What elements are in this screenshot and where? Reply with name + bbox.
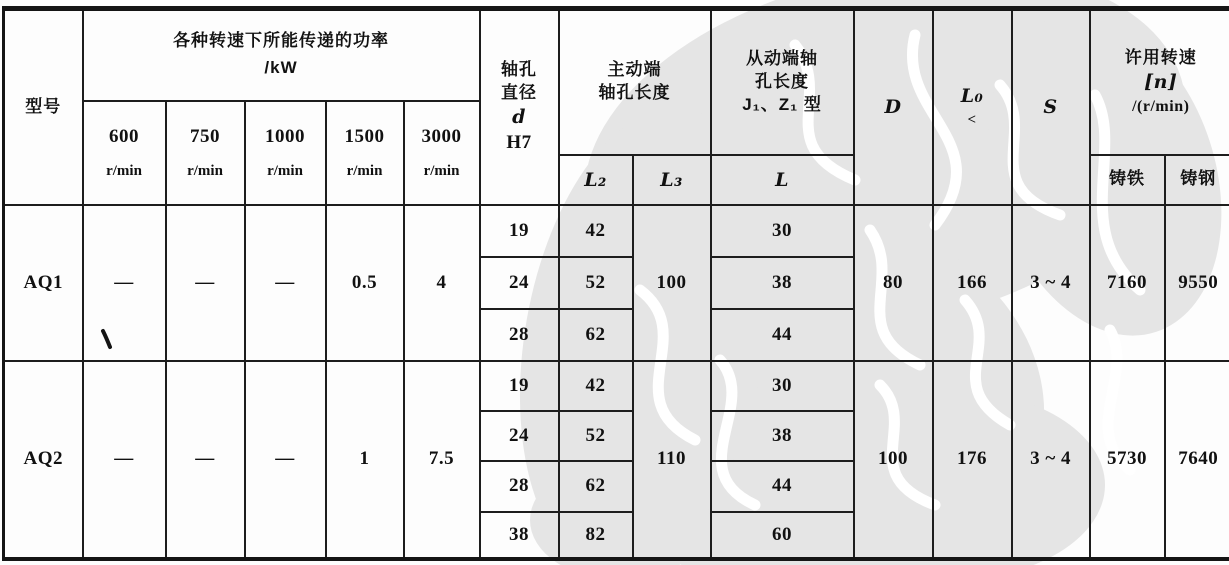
speed-value: 3000 (421, 125, 462, 147)
cell-L2: 62 (559, 461, 633, 512)
cell-model: AQ2 (4, 361, 83, 559)
header-L (711, 155, 854, 205)
speed-value: 750 (190, 125, 220, 147)
cell-L2: 82 (559, 512, 633, 559)
cell-bore-d: 28 (480, 461, 559, 512)
header-model (4, 9, 83, 205)
cell-L2: 52 (559, 257, 633, 309)
cell-power-3000: 4 (404, 205, 480, 361)
header-bore-tolerance: H7 (506, 132, 532, 154)
cell-bore-d: 19 (480, 205, 559, 257)
header-L2 (559, 155, 633, 205)
header-speed-750 (166, 101, 245, 205)
cell-L0: 166 (933, 205, 1012, 361)
cell-L2: 42 (559, 361, 633, 411)
cell-L3: 110 (633, 361, 711, 559)
header-L0-limit: < (967, 111, 977, 128)
header-speed-3000 (404, 101, 480, 205)
header-bore-diameter (480, 9, 559, 205)
cell-power-1000: — (245, 361, 326, 559)
header-D (854, 9, 933, 205)
header-speed-1000 (245, 101, 326, 205)
header-L2-label: L₂ (584, 168, 607, 191)
cell-bore-d: 28 (480, 309, 559, 361)
speed-unit: r/min (423, 163, 460, 180)
cell-cast-steel: 7640 (1165, 361, 1229, 559)
cell-L2: 52 (559, 411, 633, 461)
header-S-label: S (1043, 96, 1058, 119)
speed-unit: r/min (346, 163, 383, 180)
table-row (4, 361, 1229, 411)
header-allowed-speed-group (1090, 9, 1229, 155)
header-driven-line3: J₁、Z₁ 型 (742, 94, 822, 114)
header-cast-steel (1165, 155, 1229, 205)
header-L3-label: L₃ (660, 168, 683, 191)
cell-L: 44 (711, 461, 854, 512)
cell-power-1000: — (245, 205, 326, 361)
speed-unit: r/min (267, 163, 303, 180)
cell-model: AQ1 (4, 205, 83, 361)
cell-cast-steel: 9550 (1165, 205, 1229, 361)
header-power-group (83, 9, 480, 101)
header-cast-steel-label: 铸钢 (1180, 169, 1217, 189)
cell-L: 38 (711, 411, 854, 461)
header-model-label: 型号 (25, 96, 62, 116)
cell-S: 3 ~ 4 (1012, 361, 1090, 559)
cell-power-1500: 0.5 (326, 205, 404, 361)
cell-cast-iron: 5730 (1090, 361, 1165, 559)
cell-bore-d: 19 (480, 361, 559, 411)
speed-unit: r/min (187, 163, 223, 180)
header-speed-1500 (326, 101, 404, 205)
cell-L0: 176 (933, 361, 1012, 559)
cell-L: 30 (711, 361, 854, 411)
cell-L: 60 (711, 512, 854, 559)
header-allowed-line2: [n] (1144, 71, 1178, 94)
header-driven-line2: 孔长度 (755, 71, 810, 91)
cell-power-1500: 1 (326, 361, 404, 559)
speed-value: 1000 (265, 125, 305, 147)
header-L-label: L (775, 168, 789, 191)
speed-unit: r/min (106, 163, 142, 180)
spec-table (2, 6, 1229, 561)
header-power-title: 各种转速下所能传递的功率 (173, 31, 390, 51)
cell-power-3000: 7.5 (404, 361, 480, 559)
cell-L2: 42 (559, 205, 633, 257)
cell-power-600: — (83, 361, 166, 559)
speed-value: 1500 (344, 125, 385, 147)
speed-value: 600 (109, 125, 139, 147)
header-allowed-line3: /(r/min) (1132, 97, 1190, 115)
header-allowed-line1: 许用转速 (1124, 48, 1197, 68)
header-speed-600 (83, 101, 166, 205)
cell-L2: 62 (559, 309, 633, 361)
header-driving-group (559, 9, 711, 155)
cell-L: 44 (711, 309, 854, 361)
cell-bore-d: 38 (480, 512, 559, 559)
header-bore-line1: 轴孔 (501, 59, 538, 79)
header-driving-line2: 轴孔长度 (598, 83, 671, 103)
header-driving-line1: 主动端 (607, 60, 662, 80)
cell-cast-iron: 7160 (1090, 205, 1165, 361)
header-power-unit: /kW (264, 58, 298, 78)
header-S (1012, 9, 1090, 205)
header-L0-label: L₀ (960, 85, 984, 108)
header-cast-iron (1090, 155, 1165, 205)
header-bore-line2: 直径 (501, 82, 538, 102)
cell-power-750: — (166, 205, 245, 361)
cell-power-750: — (166, 361, 245, 559)
cell-L3: 100 (633, 205, 711, 361)
cell-power-600: — (83, 205, 166, 361)
cell-D: 100 (854, 361, 933, 559)
header-cast-iron-label: 铸铁 (1109, 169, 1146, 189)
header-driven-line1: 从动端轴 (746, 48, 819, 68)
header-L0 (933, 9, 1012, 205)
cell-D: 80 (854, 205, 933, 361)
cell-L: 30 (711, 205, 854, 257)
header-L3 (633, 155, 711, 205)
table-row (4, 205, 1229, 257)
header-driven-group (711, 9, 854, 155)
cell-S: 3 ~ 4 (1012, 205, 1090, 361)
header-bore-symbol: d (512, 105, 526, 128)
cell-L: 38 (711, 257, 854, 309)
cell-bore-d: 24 (480, 411, 559, 461)
cell-bore-d: 24 (480, 257, 559, 309)
header-D-label: D (884, 96, 902, 119)
